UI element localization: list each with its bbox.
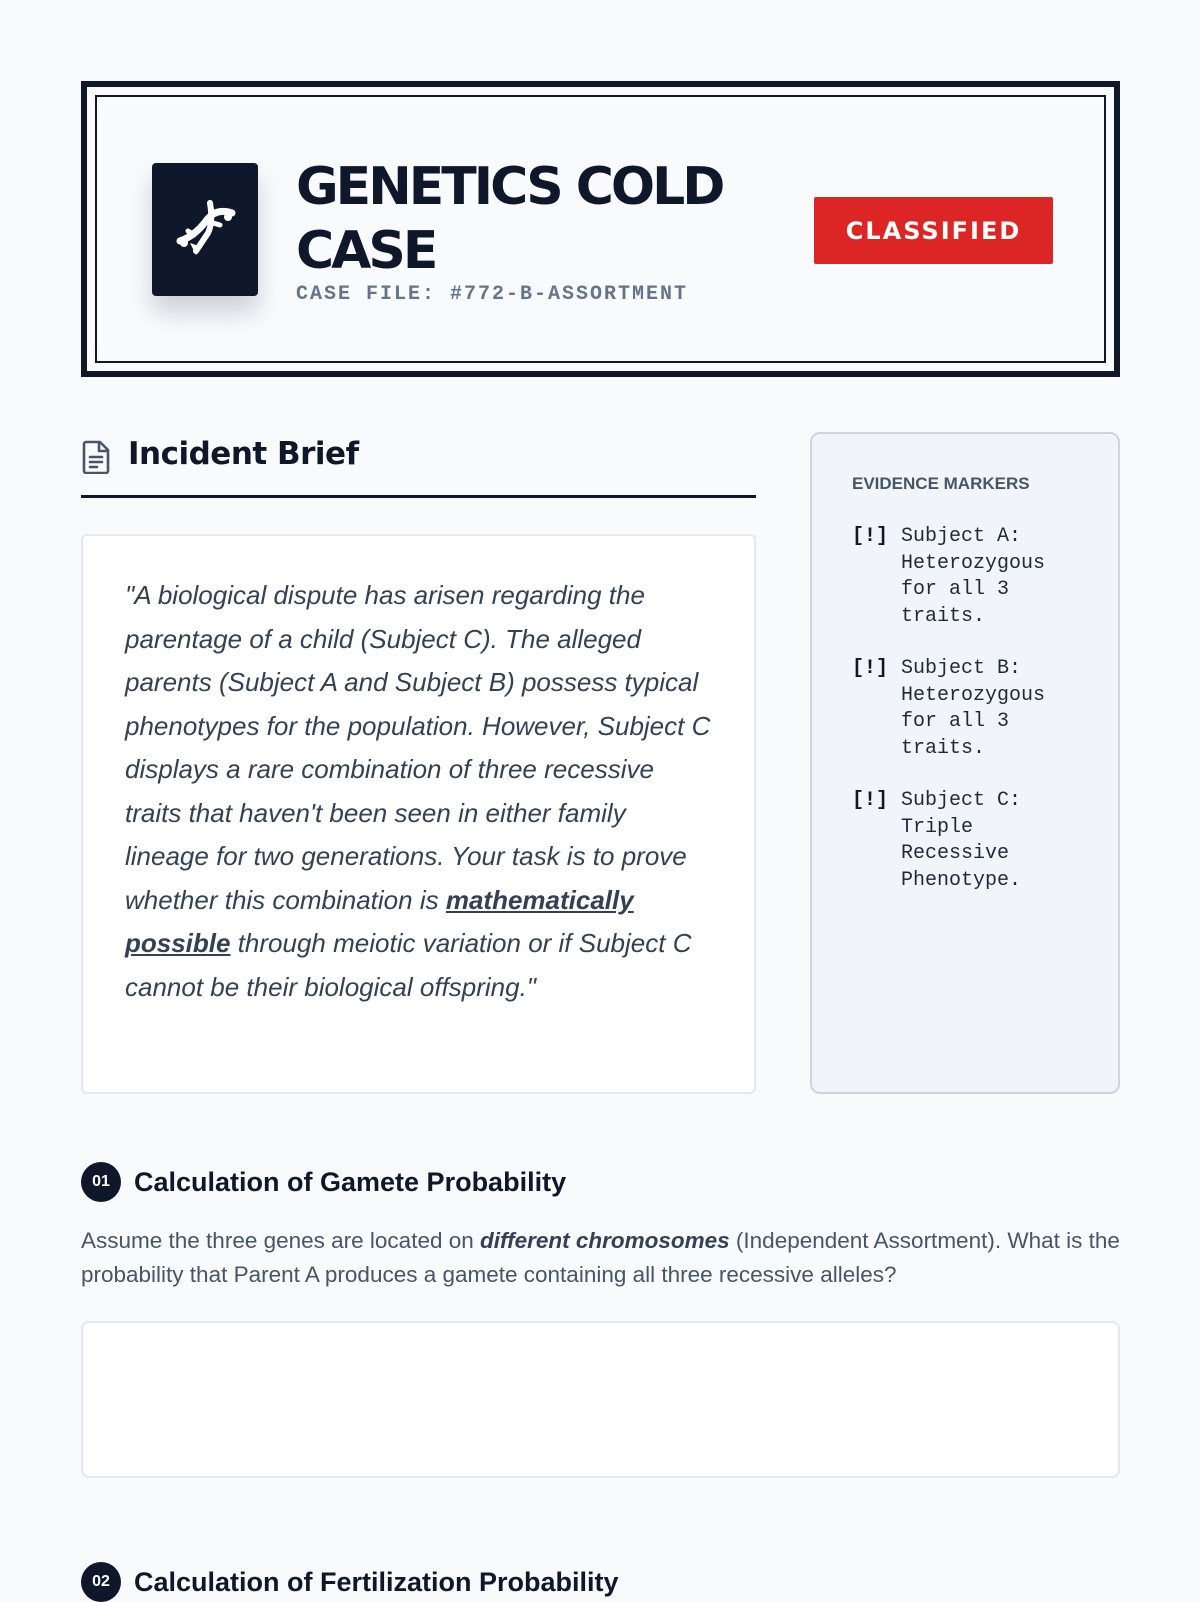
- case-header: [81, 81, 1120, 377]
- incident-brief-card: [81, 534, 756, 1094]
- question-text-emphasis: different chromosomes: [480, 1228, 730, 1253]
- evidence-marker-text: Subject C: Triple Recessive Phenotype.: [901, 789, 1022, 892]
- evidence-marker: [852, 524, 1098, 630]
- case-title: GENETICS COLD CASE: [296, 157, 723, 281]
- evidence-marker: [852, 656, 1098, 762]
- question-title: Calculation of Gamete Probability: [134, 1167, 567, 1197]
- question-text-part: (Independent Assortment). What is the probability that Parent A produces a gamete containing all three recessive alleles?: [81, 1228, 1120, 1287]
- case-file-number: CASE FILE: #772-B-ASSORTMENT: [296, 283, 689, 306]
- alert-marker-icon: [!]: [852, 657, 889, 680]
- evidence-markers-panel: [810, 432, 1120, 1094]
- case-header-inner: [95, 95, 1106, 363]
- question-text-part: Assume the three genes are located on: [81, 1228, 481, 1253]
- incident-brief-text: [125, 574, 714, 1009]
- alert-marker-icon: [!]: [852, 789, 889, 812]
- question-header: [81, 1162, 1120, 1202]
- question-number-badge: 02: [81, 1562, 121, 1602]
- incident-brief-section: [81, 432, 756, 1002]
- alert-marker-icon: [!]: [852, 525, 889, 548]
- incident-brief-title: Incident Brief: [128, 436, 359, 472]
- evidence-markers-title: EVIDENCE MARKERS: [852, 474, 1030, 493]
- question-text: [81, 1224, 1120, 1292]
- question-number-badge: 01: [81, 1162, 121, 1202]
- question-section: [81, 1562, 1120, 1602]
- case-page: [81, 81, 1120, 1597]
- classified-stamp: CLASSIFIED: [814, 197, 1053, 264]
- question-header: [81, 1562, 1120, 1602]
- brief-text-part: "A biological dispute has arisen regarding the parentage of a child (Subject C). The alleged parents (Subject A and Subject B) possess typical phenotypes for the population. However, Subject C displays a rare combination of three recessive traits that haven't been seen in either family lineage for two generations. Your task is to prove whether this combination is: [125, 580, 711, 915]
- brief-text-emphasis: mathematically possible: [125, 884, 634, 958]
- incident-brief-heading: [81, 432, 756, 498]
- brief-text-part: through meiotic variation or if Subject C cannot be their biological offspring.": [125, 928, 692, 1002]
- document-icon: [81, 440, 111, 479]
- answer-box[interactable]: [81, 1321, 1120, 1478]
- question-title: Calculation of Fertilization Probability: [134, 1567, 619, 1597]
- evidence-marker: [852, 788, 1098, 894]
- question-section: [81, 1162, 1120, 1478]
- evidence-marker-text: Subject B: Heterozygous for all 3 traits.: [901, 657, 1046, 760]
- evidence-marker-text: Subject A: Heterozygous for all 3 traits.: [901, 525, 1046, 628]
- dna-icon: [152, 163, 258, 296]
